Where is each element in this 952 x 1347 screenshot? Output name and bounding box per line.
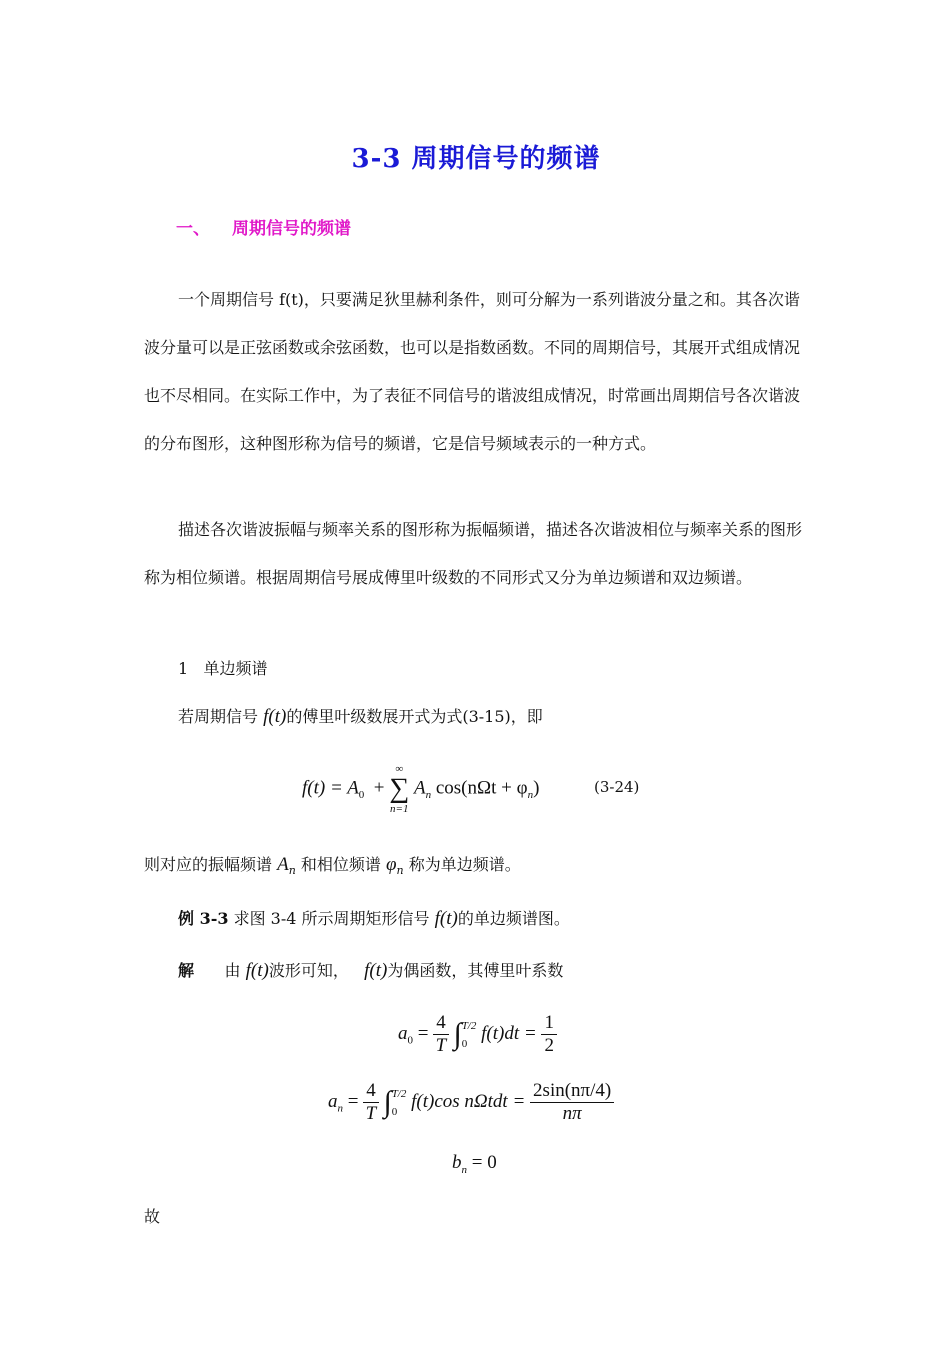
numerator: 4 <box>433 1012 449 1035</box>
text-fragment: 由 <box>224 961 241 980</box>
function-ft: f(t) <box>245 960 269 981</box>
equation-number: (3-24) <box>594 778 640 796</box>
amplitude-term: A <box>413 777 426 799</box>
numerator: 4 <box>363 1080 379 1103</box>
eq-lhs: a <box>328 1090 338 1112</box>
symbol-phi-n: φ <box>386 854 397 875</box>
fraction-result <box>530 1080 614 1125</box>
denominator: T <box>435 1035 447 1056</box>
example-3-3 <box>178 906 570 930</box>
example-text: 求图 3-4 所示周期矩形信号 <box>233 909 430 928</box>
summation: ∞ ∑ n=1 <box>389 763 410 815</box>
function-ft: f(t) <box>364 960 388 981</box>
cos-term: cos(nΩt + φ <box>435 777 528 799</box>
fraction-result <box>541 1012 557 1057</box>
eq-lhs-sub: n <box>461 1163 467 1176</box>
text-fragment: 若周期信号 <box>178 707 259 726</box>
solution-line <box>178 958 563 982</box>
therefore-text: 故 <box>144 1207 161 1226</box>
eq-lhs: a <box>398 1022 408 1044</box>
example-text-end: 的单边频谱图。 <box>457 909 570 928</box>
equation-an: $a_n$ = $\frac{4}{T}$ ∫ T/2 0 f(t)cos nΩtdt = $\frac{2\sin(n\pi/4)}{n\pi}$ <box>328 1080 614 1125</box>
integrand: f(t)cos nΩtdt = <box>411 1090 526 1112</box>
close-paren: ) <box>533 777 540 799</box>
section-number: 一、 <box>176 219 210 239</box>
text-fragment: 为偶函数，其傅里叶系数 <box>387 961 564 980</box>
integral-upper: T/2 <box>461 1019 477 1032</box>
integral-lower: 0 <box>391 1105 398 1118</box>
eq-rhs: = 0 <box>471 1152 497 1173</box>
subheading-single-sided <box>178 656 267 679</box>
section-heading <box>176 214 351 239</box>
denominator: nπ <box>562 1103 582 1124</box>
eq-lhs-sub: n <box>337 1102 343 1115</box>
fraction-4-over-T <box>363 1080 379 1125</box>
solution-label: 解 <box>178 961 195 980</box>
integral-lower: 0 <box>461 1037 468 1050</box>
subheading-label: 单边频谱 <box>203 659 268 678</box>
text-fragment: 则对应的振幅频谱 <box>144 855 273 874</box>
denominator: 2 <box>544 1035 554 1056</box>
function-ft: f(t) <box>263 706 287 727</box>
sum-upper: ∞ <box>395 763 404 775</box>
fraction-4-over-T <box>433 1012 449 1057</box>
integrand: f(t)dt = <box>481 1022 537 1044</box>
eq-lhs-sub: 0 <box>407 1034 413 1047</box>
spectrum-names-line: 则对应的振幅频谱 $A_n$ 和相位频谱 $\varphi_n$ 称为单边频谱。 <box>144 854 521 878</box>
text-fragment: 和相位频谱 <box>300 855 381 874</box>
eq-lhs: f(t) = A <box>302 777 359 799</box>
paragraph-intro: 一个周期信号 f(t)，只要满足狄里赫利条件，则可分解为一系列谐波分量之和。其各次谐波分量可以是正弦函数或余弦函数，也可以是指数函数。不同的周期信号，其展开式组成情况也不尽相同。在实际工作中，为了表征不同信号的谐波组成情况，时常画出周期信号各次谐波的分布图形，这种图形称为信号的频谱，它是信号频域表示的一种方式。 <box>144 290 801 453</box>
denominator: T <box>365 1103 377 1124</box>
text-fragment: 的傅里叶级数展开式为式(3-15)，即 <box>286 707 543 726</box>
equation-3-24: $f(t) = A_0$ + ∞ ∑ n=1 $A_n$ $\cos(n\Omega t + \varphi_n)$ <box>302 763 540 815</box>
section-title: 周期信号的频谱 <box>232 219 351 239</box>
equation-intro-line <box>178 704 543 728</box>
equation-bn <box>452 1152 497 1176</box>
sum-lower: n=1 <box>390 803 409 815</box>
example-label: 例 3-3 <box>178 909 229 928</box>
numerator: 2sin(nπ/4) <box>530 1080 614 1103</box>
numerator: 1 <box>541 1012 557 1035</box>
text-fragment: 称为单边频谱。 <box>408 855 521 874</box>
subheading-number: 1 <box>178 659 189 678</box>
eq-lhs: b <box>452 1152 462 1173</box>
integral-upper: T/2 <box>391 1087 407 1100</box>
paragraph-spectrum-definition: 描述各次谐波振幅与频率关系的图形称为振幅频谱，描述各次谐波相位与频率关系的图形称为相位频谱。根据周期信号展成傅里叶级数的不同形式又分为单边频谱和双边频谱。 <box>144 520 803 587</box>
text-fragment: 波形可知， <box>268 961 349 980</box>
page-title: 3-3 周期信号的频谱 <box>351 144 601 174</box>
equation-a0: $a_0$ = $\frac{4}{T}$ ∫ T/2 0 f(t)dt = $\frac{1}{2}$ <box>398 1012 557 1057</box>
symbol-An: A <box>277 854 289 875</box>
function-ft: f(t) <box>434 908 458 929</box>
